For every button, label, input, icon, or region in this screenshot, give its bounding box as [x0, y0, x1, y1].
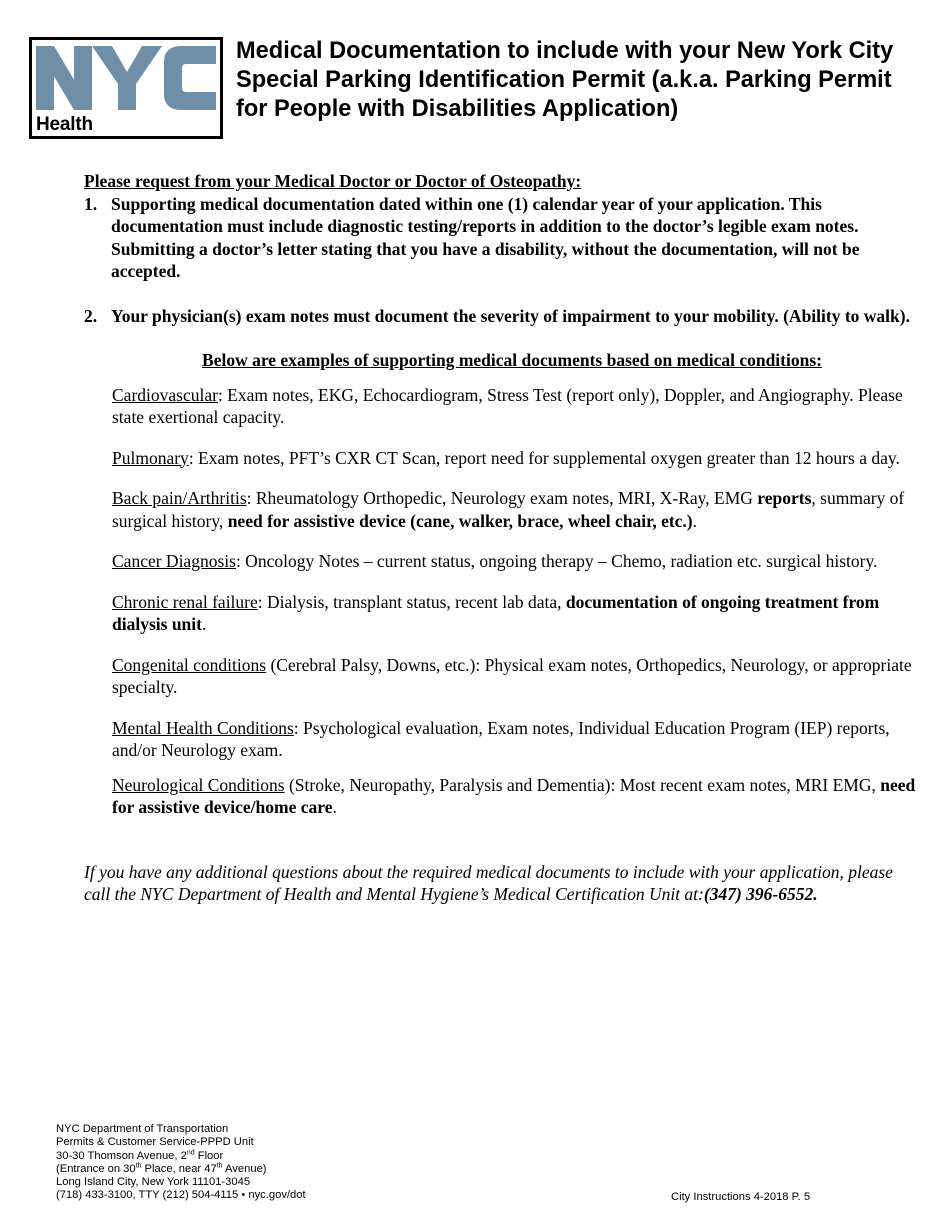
- footer-text: Avenue): [222, 1162, 267, 1175]
- condition-bold: need for assistive device (cane, walker, brace, wheel chair, etc.): [227, 510, 693, 531]
- footer-sup: nd: [186, 1148, 195, 1156]
- condition-label: Chronic renal failure: [112, 591, 258, 612]
- footer-text: (Entrance on 30: [56, 1162, 136, 1175]
- condition-renal: [84, 591, 924, 636]
- footer-sup: th: [216, 1162, 223, 1170]
- numbered-item: [84, 193, 924, 283]
- footer-line: NYC Department of Transportation: [56, 1123, 229, 1135]
- condition-label: Cardiovascular: [112, 384, 218, 405]
- examples-heading: Below are examples of supporting medical documents based on medical conditions:: [202, 350, 822, 370]
- document-body: [84, 170, 924, 906]
- numbered-item: [84, 305, 924, 328]
- condition-text: : Dialysis, transplant status, recent lab data,: [257, 591, 566, 612]
- nyc-logo-icon: [32, 40, 220, 120]
- condition-label: Back pain/Arthritis: [112, 488, 247, 508]
- item-number: 2.: [84, 305, 98, 326]
- condition-text: (Stroke, Neuropathy, Paralysis and Dementia): Most recent exam notes, MRI EMG,: [284, 774, 881, 795]
- condition-bold: need for assistive device/home care: [112, 774, 916, 817]
- condition-text: .: [692, 510, 698, 531]
- footer-address: [56, 1123, 306, 1203]
- condition-cardiovascular: [84, 384, 924, 429]
- logo-health-text: Health: [36, 114, 93, 135]
- footer-line: [56, 1150, 306, 1163]
- condition-back-pain: [84, 487, 924, 532]
- footer-sup: th: [135, 1162, 142, 1170]
- request-heading: Please request from your Medical Doctor or Doctor of Osteopathy:: [84, 171, 582, 191]
- condition-text: : Oncology Notes – current status, ongoing therapy – Chemo, radiation etc. surgical history.: [235, 551, 878, 571]
- footer-text: 30-30 Thomson Avenue, 2: [56, 1149, 187, 1162]
- condition-text: .: [332, 797, 337, 817]
- footer-line: Permits & Customer Service-PPPD Unit: [56, 1136, 254, 1149]
- condition-cancer: [84, 550, 924, 573]
- condition-bold: documentation of ongoing treatment from dialysis unit: [112, 591, 880, 634]
- closing-note: [84, 861, 919, 906]
- page-title: Medical Documentation to include with your New York City Special Parking Identification Permit (a.k.a. Parking Permit for People with Disabilities Application): [236, 38, 894, 122]
- condition-congenital: [84, 654, 924, 699]
- condition-label: Pulmonary: [112, 447, 189, 468]
- footer-line: (718) 433-3100, TTY (212) 504-4115 • nyc.gov/dot: [56, 1189, 306, 1202]
- condition-text: : Exam notes, EKG, Echocardiogram, Stress Test (report only), Doppler, and Angiography. Please state exertional capacity.: [112, 384, 903, 427]
- item-text: Your physician(s) exam notes must document the severity of impairment to your mobility. (Ability to walk).: [111, 305, 910, 326]
- condition-label: Mental Health Conditions: [112, 717, 294, 738]
- nyc-health-logo: [29, 37, 223, 139]
- condition-text: (Cerebral Palsy, Downs, etc.): Physical exam notes, Orthopedics, Neurology, or appropriate specialty.: [112, 654, 912, 697]
- item-number: 1.: [84, 193, 98, 214]
- condition-text: : Psychological evaluation, Exam notes, Individual Education Program (IEP) reports, and/or Neurology exam.: [112, 717, 890, 760]
- condition-neurological: [84, 774, 924, 819]
- item-text: Supporting medical documentation dated within one (1) calendar year of your application. This documentation must include diagnostic testing/reports in addition to the doctor’s legible exam notes. Submitting a doctor’s letter stating that you have a disability, without the documentation, will not be accepted.: [111, 193, 860, 281]
- condition-mental-health: [84, 717, 924, 762]
- condition-text: : Exam notes, PFT’s CXR CT Scan, report need for supplemental oxygen greater than 12 hours a day.: [188, 447, 900, 468]
- condition-text: , summary of surgical history,: [112, 488, 905, 531]
- condition-label: Congenital conditions: [112, 654, 267, 675]
- condition-label: Neurological Conditions: [112, 774, 285, 795]
- condition-text: : Rheumatology Orthopedic, Neurology exam notes, MRI, X-Ray, EMG: [246, 488, 758, 508]
- page-info: City Instructions 4-2018 P. 5: [671, 1191, 811, 1203]
- footer-text: Place, near 47: [141, 1162, 217, 1175]
- footer-text: Floor: [194, 1149, 224, 1162]
- condition-bold: reports: [757, 488, 812, 508]
- footer-line: [56, 1163, 306, 1176]
- contact-phone: (347) 396-6552.: [703, 884, 818, 904]
- condition-text: .: [201, 614, 207, 634]
- closing-text: If you have any additional questions about the required medical documents to include with your application, please call the NYC Department of Health and Mental Hygiene’s Medical Certification Unit at:: [84, 861, 893, 904]
- condition-label: Cancer Diagnosis: [112, 551, 236, 571]
- footer-line: Long Island City, New York 11101-3045: [56, 1176, 251, 1189]
- condition-pulmonary: [84, 447, 924, 470]
